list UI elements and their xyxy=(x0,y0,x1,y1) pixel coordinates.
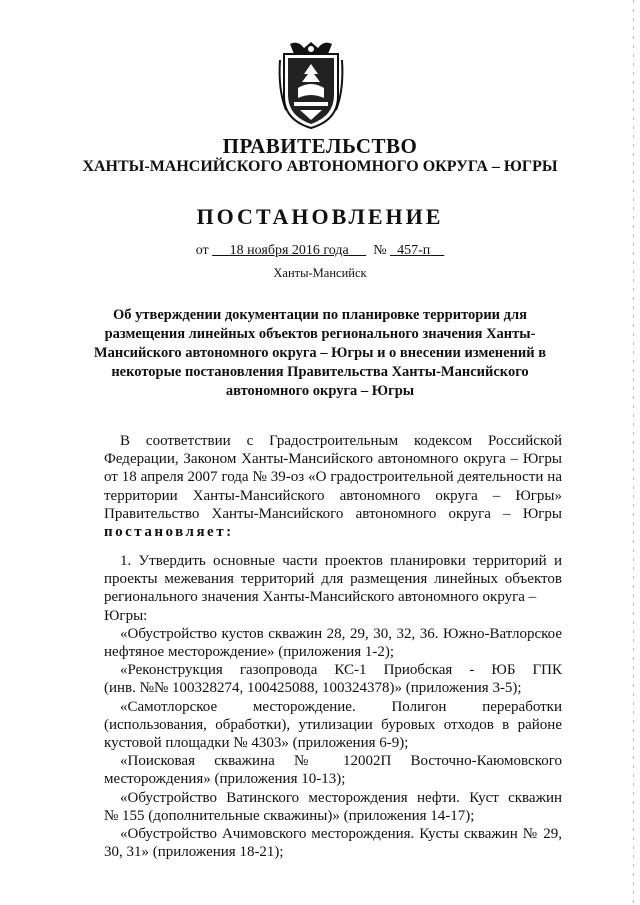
government-heading: ПРАВИТЕЛЬСТВО xyxy=(222,134,418,158)
city: Ханты-Мансийск xyxy=(273,266,367,280)
document-type: ПОСТАНОВЛЕНИЕ xyxy=(196,204,444,229)
preamble-paragraph: В соответствии с Градостроительным кодексом Российской Федерации, Законом Ханты-Мансийского автономного округа – Югры от 18 апреля 2007 года № 39-оз «О градостроительной деятельности на территории Ханты-Мансийского автономного округа – Югры» Правительство Ханты-Мансийского автономного округа – Югры постановляет: xyxy=(104,433,562,541)
document-title: Об утверждении документации по планировке территории для размещения линейных объектов регионального значения Ханты- Мансийского автономного округа – Югры и о внесении изменений в некоторые постановления Правительства Ханты-Мансийского автономного округа – Югры xyxy=(93,307,547,399)
date-number-line xyxy=(0,243,640,259)
region-heading: ХАНТЫ-МАНСИЙСКОГО АВТОНОМНОГО ОКРУГА – ЮГРЫ xyxy=(82,158,558,175)
date-prefix: от xyxy=(195,243,209,258)
coat-of-arms-icon xyxy=(276,40,346,130)
document-date: 18 ноября 2016 года xyxy=(229,243,349,258)
decree-word: постановляет: xyxy=(104,524,234,541)
document-number: 457-п xyxy=(397,243,431,258)
number-prefix: № xyxy=(373,243,387,258)
item-1: 1. Утвердить основные части проектов планировки территорий и проекты межевания территорий для размещения линейных объектов регионального значения Ханты-Мансийского автономного округа – Югры: «Обустройство кустов скважин 28, 29, 30, 32, 36. Южно-Ватлорское нефтяное месторождение» (приложения 1-2); «Реконструкция газопровода КС-1 Приобская - ЮБ ГПК (инв. №№ 100328274, 100425088, 100324378)» (приложения 3-5); «Самотлорское месторождение. Полигон переработки (использования, обработки), утилизации буровых отходов в районе кустовой площадки № 4303» (приложения 6-9); «Поисковая скважина № 12002П Восточно-Каюмовского месторождения» (приложения 10-13); «Обустройство Ватинского месторождения нефти. Куст скважин № 155 (дополнительные скважины)» (приложения 14-17); «Обустройство Ачимовского месторождения. Кусты скважин № 29, 30, 31» (приложения 18-21); xyxy=(104,553,562,861)
